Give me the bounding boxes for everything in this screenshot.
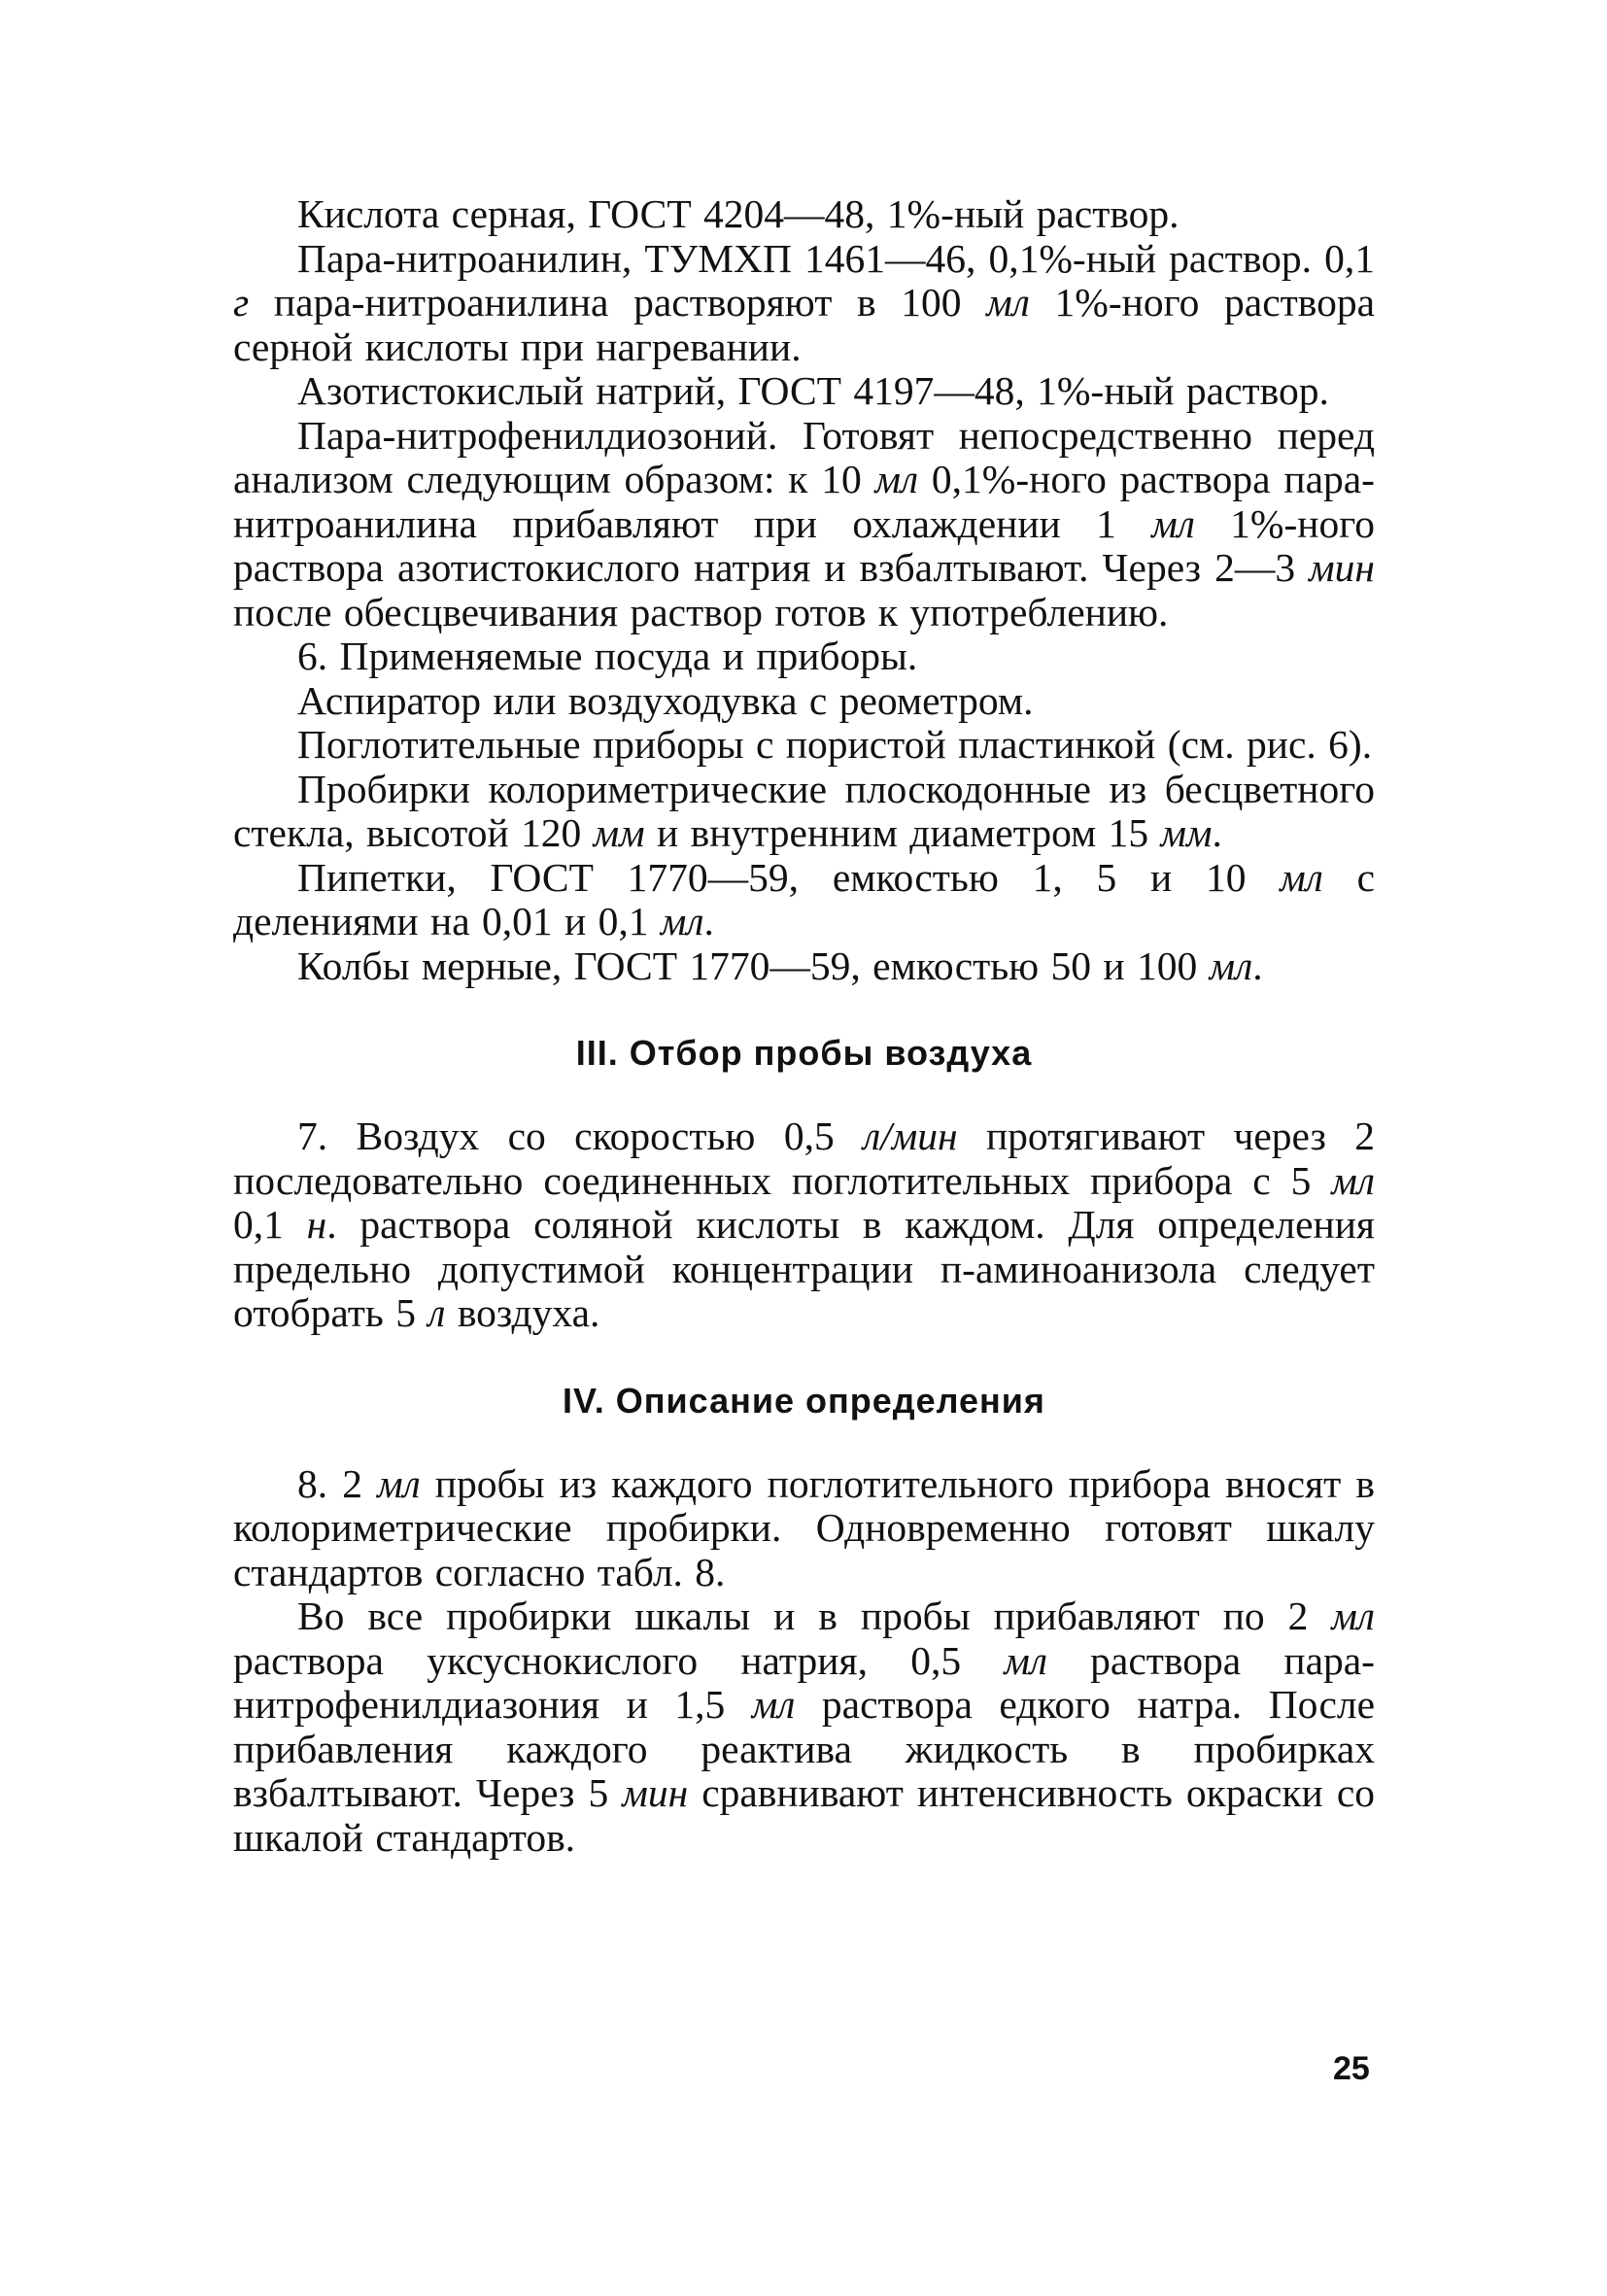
paragraph-diazonium-preparation: Пара-нитрофенилдиозоний. Готовят непосредственно перед анализом следующим образом: к 10 мл 0,1%-ного раствора пара-нитроанилина прибавляют при охлаждении 1 мл 1%-ного раствора азотистокислого натрия и взбалтывают. Через 2—3 мин после обесцвечивания раствор готов к употреблению. [233,412,1376,634]
paragraph-reagent-addition: Во все пробирки шкалы и в пробы прибавляют по 2 мл раствора уксуснокислого натрия, 0,5 мл раствора пара-нитрофенилдиазония и 1,5 мл раствора едкого натра. После прибавления каждого реактива жидкость в пробирках взбалтывают. Через 5 мин сравнивают интенсивность окраски со шкалой стандартов. [233,1593,1376,1860]
section-heading-determination: IV. Описание определения [563,1380,1045,1421]
paragraph-sulfuric-acid: Кислота серная, ГОСТ 4204—48, 1%-ный раствор. [297,191,1180,236]
paragraph-absorption-devices: Поглотительные приборы с пористой пластинкой (см. рис. 6). [297,722,1373,767]
page-number: 25 [1333,2050,1370,2087]
page-body [233,192,1375,1860]
section-heading-air-sampling: III. Отбор пробы воздуха [575,1033,1033,1073]
paragraph-para-nitroaniline: Пара-нитроанилин, ТУМХП 1461—46, 0,1%-ный раствор. 0,1 г пара-нитроанилина растворяют в 100 мл 1%-ного раствора серной кислоты при нагревании. [233,235,1375,369]
paragraph-flasks: Колбы мерные, ГОСТ 1770—59, емкостью 50 и 100 мл. [297,942,1263,988]
paragraph-air-sampling: 7. Воздух со скоростью 0,5 л/мин протягивают через 2 последовательно соединенных поглотительных прибора с 5 мл 0,1 н. раствора соляной кислоты в каждом. Для определения предельно допустимой концентрации п-аминоанизола следует отобрать 5 л воздуха. [233,1114,1375,1335]
paragraph-sample-transfer: 8. 2 мл пробы из каждого поглотительного прибора вносят в колориметрические пробирки. Одновременно готовят шкалу стандартов согласно табл. 8. [233,1460,1376,1594]
paragraph-aspirator: Аспиратор или воздуходувка с реометром. [297,677,1034,723]
paragraph-sodium-nitrite: Азотистокислый натрий, ГОСТ 4197—48, 1%-ный раствор. [297,368,1329,413]
paragraph-test-tubes: Пробирки колориметрические плоскодонные из бесцветного стекла, высотой 120 мм и внутренним диаметром 15 мм. [233,766,1375,855]
paragraph-section-6-title: 6. Применяемые посуда и приборы. [297,634,918,678]
paragraph-pipettes: Пипетки, ГОСТ 1770—59, емкостью 1, 5 и 10 мл с делениями на 0,01 и 0,1 мл. [233,854,1375,943]
